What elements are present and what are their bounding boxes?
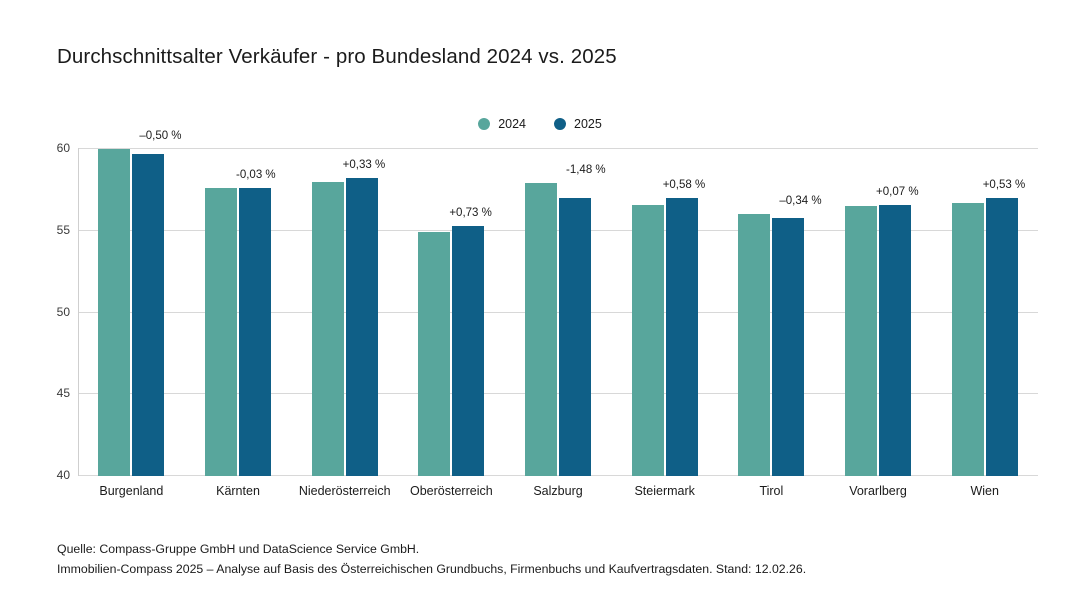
bar-2024[interactable] <box>98 149 130 476</box>
bar-group <box>398 148 505 498</box>
y-axis-tick-label: 40 <box>56 468 70 482</box>
bar-2024[interactable] <box>952 203 984 476</box>
y-axis-tick-label: 55 <box>56 222 70 237</box>
legend-color-swatch-2024 <box>478 118 490 130</box>
y-axis-tick-label: 50 <box>56 304 70 319</box>
bar-group <box>611 148 718 498</box>
y-axis-tick-label: 60 <box>56 141 70 155</box>
bar-pair <box>78 148 185 476</box>
bar-pair <box>291 148 398 476</box>
bar-delta-label: +0,53 % <box>982 179 1026 192</box>
bar-2024[interactable] <box>312 182 344 476</box>
bar-delta-label: –0,34 % <box>779 195 822 208</box>
x-axis-tick-label: Kärnten <box>216 484 260 498</box>
x-axis-tick-label: Salzburg <box>533 484 583 498</box>
bar-pair <box>505 148 612 476</box>
bar-group <box>718 148 825 498</box>
legend-item-2024[interactable] <box>478 117 526 131</box>
bar-2024[interactable] <box>525 183 557 476</box>
chart-legend <box>0 117 1080 131</box>
bar-delta-label: +0,58 % <box>662 179 706 192</box>
bar-delta-label: -0,03 % <box>236 169 276 182</box>
bar-pair <box>185 148 292 476</box>
bar-delta-label: +0,33 % <box>342 159 386 172</box>
chart-footer <box>57 539 806 579</box>
bar-group <box>505 148 612 498</box>
y-axis-tick-labels <box>40 141 70 482</box>
x-axis-tick-label: Steiermark <box>634 484 695 498</box>
legend-label-2024: 2024 <box>498 117 526 131</box>
bar-group <box>825 148 932 498</box>
legend-item-2025[interactable] <box>554 117 602 131</box>
bar-group <box>78 130 185 498</box>
x-axis-tick-label: Burgenland <box>99 484 164 498</box>
bar-2024[interactable] <box>632 205 664 476</box>
bar-delta-label: +0,07 % <box>876 186 919 199</box>
bar-pair <box>611 148 718 476</box>
bar-delta-label: +0,73 % <box>449 206 492 219</box>
bar-2024[interactable] <box>738 214 770 476</box>
bar-2025[interactable] <box>346 178 378 476</box>
bar-2025[interactable] <box>986 198 1018 476</box>
bar-2024[interactable] <box>845 206 877 476</box>
bar-2025[interactable] <box>452 226 484 476</box>
bar-2025[interactable] <box>239 188 271 476</box>
bar-2024[interactable] <box>418 232 450 476</box>
bar-pair <box>931 148 1038 476</box>
x-axis-tick-label: Tirol <box>759 484 784 498</box>
footer-line-2: Immobilien-Compass 2025 – Analyse auf Basis des Österreichischen Grundbuchs, Firmenbuchs und Kaufvertragsdaten. Stand: 12.02.26. <box>57 562 807 576</box>
bar-2024[interactable] <box>205 188 237 476</box>
footer-line-1: Quelle: Compass-Gruppe GmbH und DataScience Service GmbH. <box>57 542 420 556</box>
bar-2025[interactable] <box>132 154 164 476</box>
bar-delta-label: –0,50 % <box>139 130 182 142</box>
bar-2025[interactable] <box>879 205 911 476</box>
legend-color-swatch-2025 <box>554 118 566 130</box>
bar-delta-label: -1,48 % <box>566 164 606 177</box>
y-axis-tick-label: 45 <box>56 386 70 401</box>
bar-2025[interactable] <box>772 218 804 476</box>
bar-2025[interactable] <box>666 198 698 476</box>
bar-2025[interactable] <box>559 198 591 476</box>
page-title: Durchschnittsalter Verkäufer - pro Bundesland 2024 vs. 2025 <box>57 45 617 68</box>
bar-groups <box>78 130 1038 498</box>
legend-label-2025: 2025 <box>574 117 602 131</box>
x-axis-tick-label: Vorarlberg <box>849 484 907 498</box>
x-axis-tick-label: Oberösterreich <box>410 484 493 498</box>
bar-pair <box>398 148 505 476</box>
bar-group <box>291 148 398 498</box>
x-axis-tick-label: Niederösterreich <box>298 484 391 498</box>
bar-group <box>185 148 292 498</box>
bar-group <box>931 148 1038 498</box>
x-axis-tick-label: Wien <box>970 484 999 498</box>
